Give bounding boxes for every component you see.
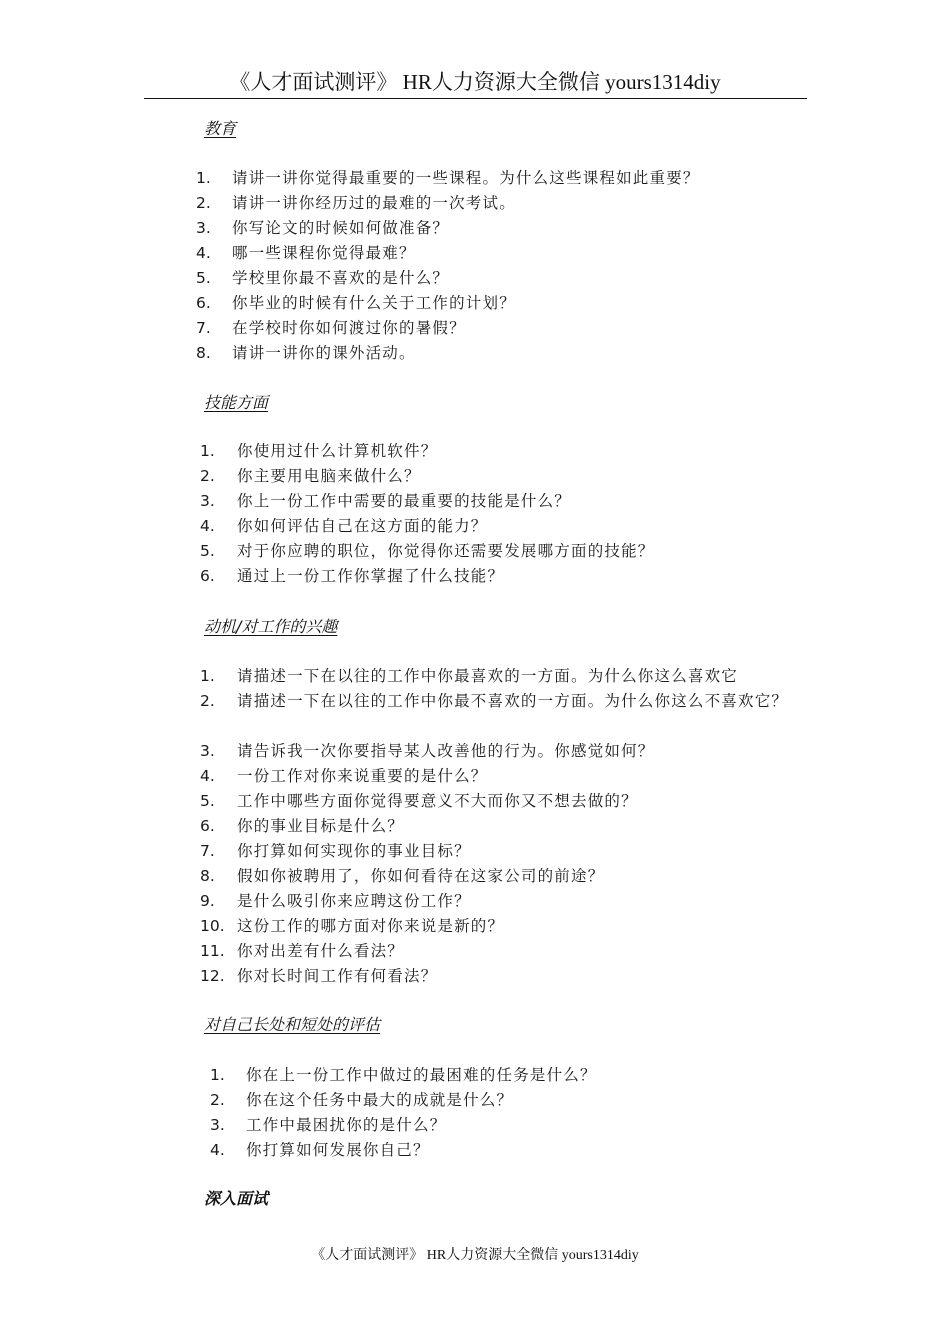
item-number: 3. bbox=[196, 219, 211, 237]
item-number: 3. bbox=[200, 742, 215, 760]
item-number: 1. bbox=[210, 1066, 225, 1084]
list-item bbox=[200, 764, 812, 789]
list-item bbox=[210, 1088, 810, 1113]
question-text: 学校里你最不喜欢的是什么？ bbox=[232, 269, 450, 287]
question-text: 你上一份工作中需要的最重要的技能是什么？ bbox=[237, 492, 572, 510]
list-item bbox=[200, 464, 816, 489]
list-item bbox=[200, 489, 816, 514]
list-item bbox=[200, 689, 812, 739]
list-item bbox=[196, 341, 816, 366]
item-number: 4. bbox=[196, 244, 211, 262]
section-title-motivation: 动机/对工作的兴趣 bbox=[204, 617, 338, 636]
item-number: 5. bbox=[196, 269, 211, 287]
section-title-education: 教育 bbox=[204, 119, 237, 138]
list-item bbox=[196, 291, 816, 316]
list-item bbox=[196, 266, 816, 291]
question-text: 请讲一讲你经历过的最难的一次考试。 bbox=[232, 194, 516, 212]
list-item bbox=[210, 1113, 810, 1138]
item-number: 6. bbox=[196, 294, 211, 312]
list-item bbox=[200, 514, 816, 539]
question-text: 你毕业的时候有什么关于工作的计划？ bbox=[232, 294, 516, 312]
question-text: 你在这个任务中最大的成就是什么？ bbox=[246, 1091, 514, 1109]
list-item bbox=[200, 889, 812, 914]
item-number: 1. bbox=[196, 169, 211, 187]
question-text: 你打算如何发展你自己？ bbox=[246, 1141, 430, 1159]
list-item bbox=[200, 914, 812, 939]
item-number: 3. bbox=[210, 1116, 225, 1134]
page-header: 《人才面试测评》 HR人力资源大全微信 yours1314diy bbox=[229, 70, 721, 94]
item-number: 4. bbox=[200, 767, 215, 785]
list-item bbox=[200, 814, 812, 839]
item-number: 1. bbox=[200, 442, 215, 460]
list-item bbox=[200, 964, 812, 989]
item-number: 5. bbox=[200, 542, 215, 560]
list-item bbox=[200, 439, 816, 464]
section-title-skills: 技能方面 bbox=[204, 393, 269, 412]
list-item bbox=[196, 191, 816, 216]
question-text: 请讲一讲你的课外活动。 bbox=[232, 344, 416, 362]
item-number: 4. bbox=[210, 1141, 225, 1159]
item-number: 2. bbox=[200, 692, 215, 710]
list-item bbox=[200, 539, 816, 564]
list-item bbox=[200, 739, 812, 764]
list-item bbox=[200, 939, 812, 964]
list-item bbox=[200, 664, 812, 689]
page-footer: 《人才面试测评》 HR人力资源大全微信 yours1314diy bbox=[311, 1248, 639, 1263]
question-text: 请告诉我一次你要指导某人改善他的行为。你感觉如何？ bbox=[237, 742, 655, 760]
item-number: 7. bbox=[196, 319, 211, 337]
question-text: 你打算如何实现你的事业目标？ bbox=[237, 842, 471, 860]
item-number: 5. bbox=[200, 792, 215, 810]
question-text: 你对出差有什么看法？ bbox=[237, 942, 405, 960]
item-number: 8. bbox=[200, 867, 215, 885]
list-item bbox=[200, 564, 816, 589]
question-text: 对于你应聘的职位，你觉得你还需要发展哪方面的技能？ bbox=[237, 542, 655, 560]
education-question-list bbox=[196, 166, 816, 366]
question-text: 你主要用电脑来做什么？ bbox=[237, 467, 421, 485]
question-text: 你对长时间工作有何看法？ bbox=[237, 967, 438, 985]
skills-question-list bbox=[200, 439, 816, 589]
question-text: 这份工作的哪方面对你来说是新的？ bbox=[237, 917, 505, 935]
question-text: 在学校时你如何渡过你的暑假？ bbox=[232, 319, 466, 337]
item-number: 10. bbox=[200, 917, 225, 935]
question-text: 你写论文的时候如何做准备？ bbox=[232, 219, 450, 237]
item-number: 2. bbox=[200, 467, 215, 485]
item-number: 2. bbox=[196, 194, 211, 212]
item-number: 12. bbox=[200, 967, 225, 985]
list-item bbox=[200, 789, 812, 814]
question-text: 假如你被聘用了，你如何看待在这家公司的前途？ bbox=[237, 867, 605, 885]
question-text: 工作中最困扰你的是什么？ bbox=[246, 1116, 447, 1134]
list-item bbox=[200, 864, 812, 889]
question-text: 是什么吸引你来应聘这份工作？ bbox=[237, 892, 471, 910]
motivation-question-list bbox=[200, 664, 812, 989]
question-text: 哪一些课程你觉得最难？ bbox=[232, 244, 416, 262]
question-text: 通过上一份工作你掌握了什么技能？ bbox=[237, 567, 505, 585]
list-item bbox=[196, 316, 816, 341]
question-text: 一份工作对你来说重要的是什么？ bbox=[237, 767, 488, 785]
item-number: 6. bbox=[200, 567, 215, 585]
question-text: 你的事业目标是什么？ bbox=[237, 817, 405, 835]
item-number: 1. bbox=[200, 667, 215, 685]
item-number: 4. bbox=[200, 517, 215, 535]
section-title-self-assessment: 对自己长处和短处的评估 bbox=[204, 1015, 381, 1034]
item-number: 3. bbox=[200, 492, 215, 510]
item-number: 7. bbox=[200, 842, 215, 860]
question-text: 请描述一下在以往的工作中你最喜欢的一方面。为什么你这么喜欢它 bbox=[237, 667, 739, 685]
list-item bbox=[196, 166, 816, 191]
question-text: 你在上一份工作中做过的最困难的任务是什么？ bbox=[246, 1066, 597, 1084]
item-number: 9. bbox=[200, 892, 215, 910]
list-item bbox=[196, 216, 816, 241]
question-text: 请描述一下在以往的工作中你最不喜欢的一方面。为什么你这么不喜欢它？ bbox=[237, 692, 789, 710]
header-divider bbox=[144, 98, 807, 99]
question-text: 工作中哪些方面你觉得要意义不大而你又不想去做的？ bbox=[237, 792, 638, 810]
list-item bbox=[200, 839, 812, 864]
item-number: 11. bbox=[200, 942, 225, 960]
question-text: 你如何评估自己在这方面的能力？ bbox=[237, 517, 488, 535]
item-number: 6. bbox=[200, 817, 215, 835]
item-number: 2. bbox=[210, 1091, 225, 1109]
list-item bbox=[210, 1138, 810, 1163]
question-text: 请讲一讲你觉得最重要的一些课程。为什么这些课程如此重要？ bbox=[232, 169, 700, 187]
section-title-in-depth: 深入面试 bbox=[204, 1189, 269, 1208]
list-item bbox=[210, 1063, 810, 1088]
item-number: 8. bbox=[196, 344, 211, 362]
question-text: 你使用过什么计算机软件？ bbox=[237, 442, 438, 460]
self-assessment-question-list bbox=[210, 1063, 810, 1163]
list-item bbox=[196, 241, 816, 266]
